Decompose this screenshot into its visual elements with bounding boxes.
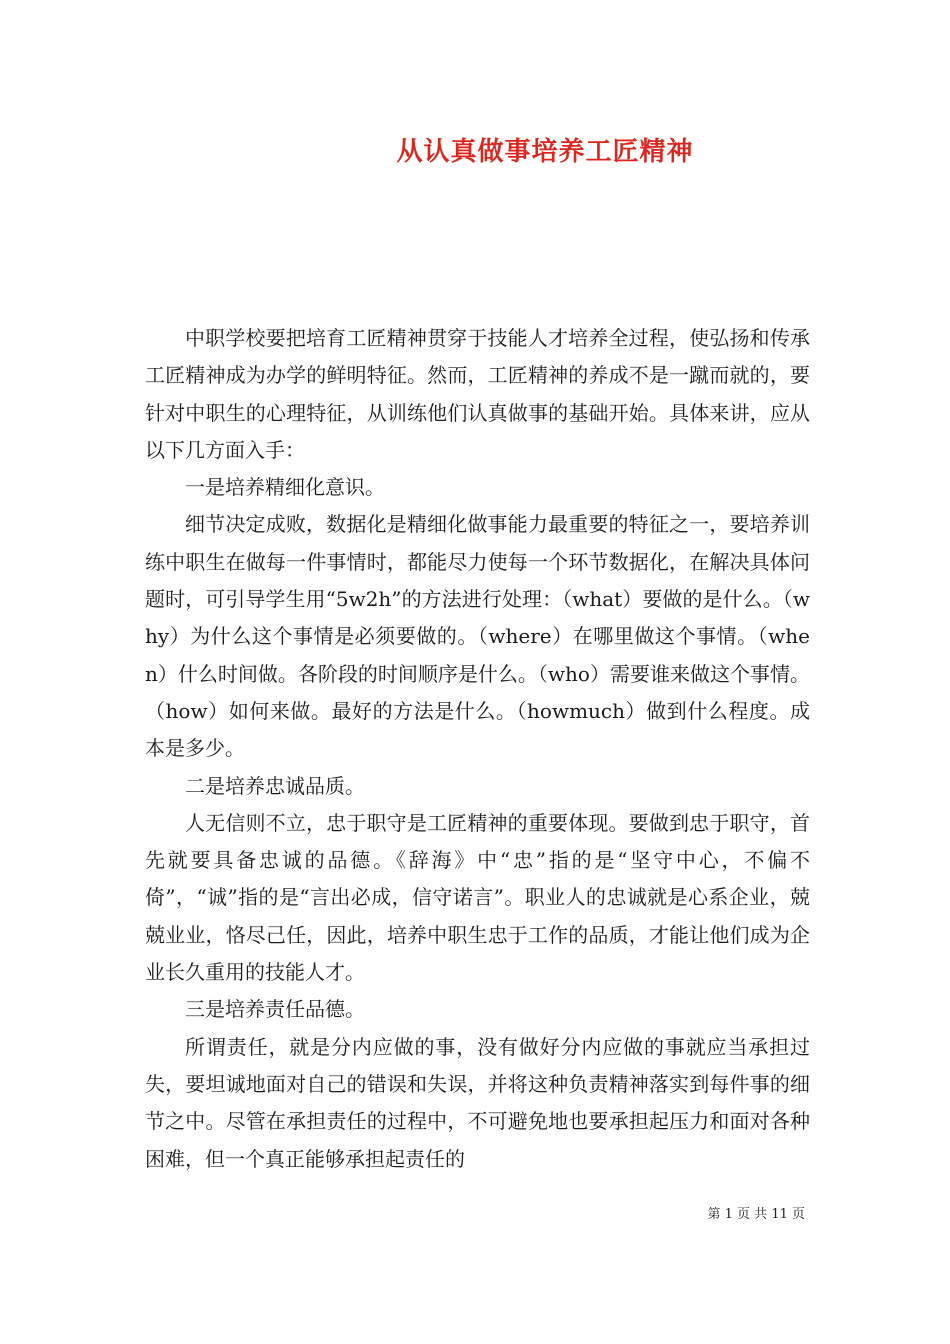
section-heading-1: 一是培养精细化意识。 [185,475,385,500]
paragraph-section-2: 人无信则不立，忠于职守是工匠精神的重要体现。要做到忠于职守，首先就要具备忠诚的品德。《辞海》中“忠”指的是“坚守中心，不偏不倚”，“诚”指的是“言出必成，信守诺言”。职业人的忠诚就是心系企业，兢兢业业，恪尽己任，因此，培养中职生忠于工作的品质，才能让他们成为企业长久重用的技能人才。 [145,810,810,985]
paragraph-section-1: 细节决定成败，数据化是精细化做事能力最重要的特征之一，要培养训练中职生在做每一件事情时，都能尽力使每一个环节数据化，在解决具体问题时，可引导学生用“5w2h”的方法进行处理：（what）要做的是什么。（why）为什么这个事情是必须要做的。（where）在哪里做这个事情。（when）什么时间做。各阶段的时间顺序是什么。（who）需要谁来做这个事情。（how）如何来做。最好的方法是什么。（howmuch）做到什么程度。成本是多少。 [145,512,810,761]
document-title: 从认真做事培养工匠精神 [396,137,694,167]
page-number-footer: 第 1 页 共 11 页 [707,1207,805,1222]
paragraph-section-3: 所谓责任，就是分内应做的事，没有做好分内应做的事就应当承担过失，要坦诚地面对自己的错误和失误，并将这种负责精神落实到每件事的细节之中。尽管在承担责任的过程中，不可避免地也要承担起压力和面对各种困难，但一个真正能够承担起责任的 [145,1034,810,1171]
paragraph-intro: 中职学校要把培育工匠精神贯穿于技能人才培养全过程，使弘扬和传承工匠精神成为办学的鲜明特征。然而，工匠精神的养成不是一蹴而就的，要针对中职生的心理特征，从训练他们认真做事的基础开始。具体来讲，应从以下几方面入手： [145,326,810,462]
section-heading-3: 三是培养责任品德。 [185,997,365,1022]
document-body [145,320,810,1178]
section-heading-2: 二是培养忠诚品质。 [185,773,365,798]
